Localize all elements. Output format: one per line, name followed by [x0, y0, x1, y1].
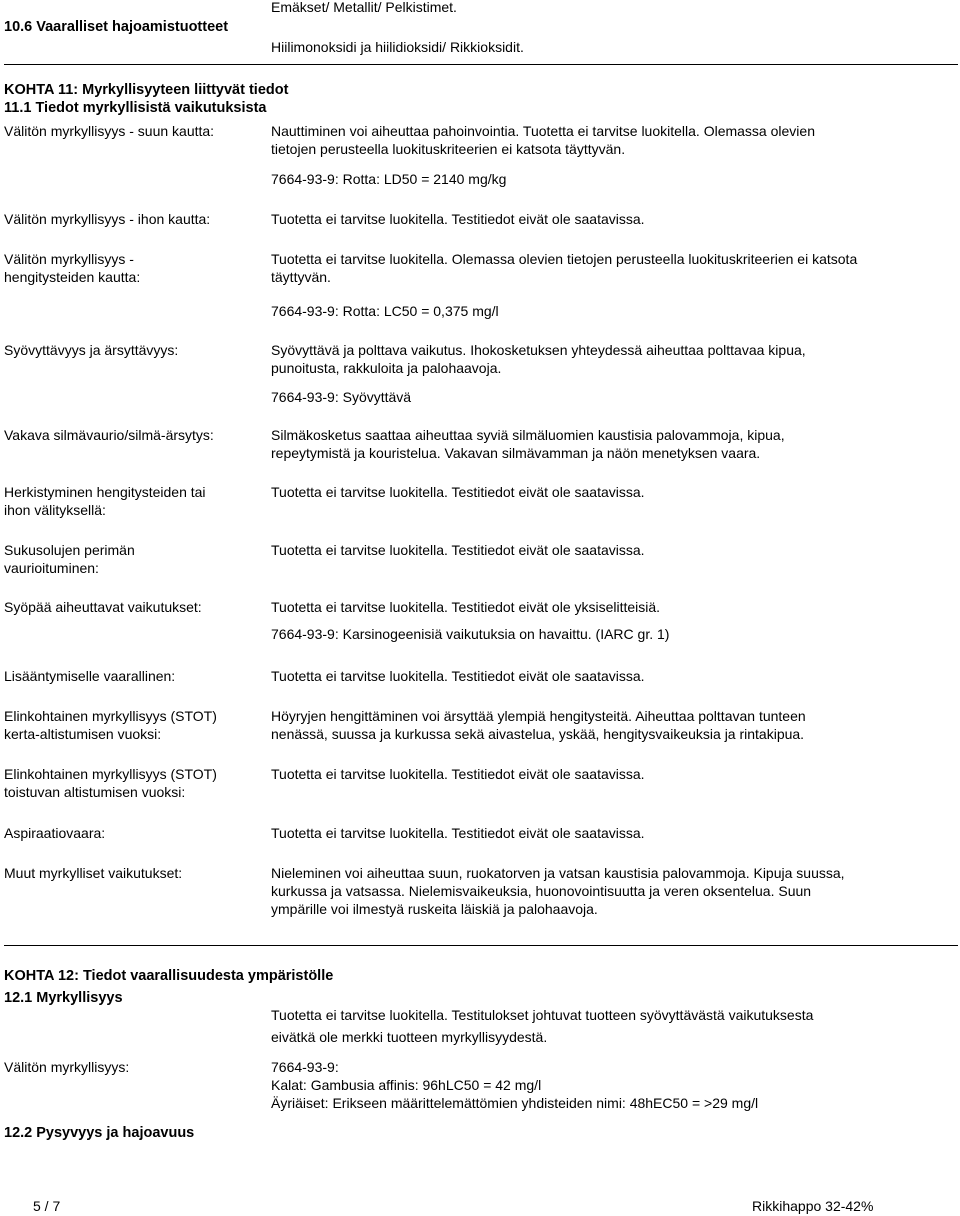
value-line: Syövyttävä ja polttava vaikutus. Ihokosketuksen yhteydessä aiheuttaa polttavaa kipua, [271, 342, 806, 358]
label-line: Herkistyminen hengitysteiden tai [4, 484, 206, 500]
section-10-6-label: 10.6 Vaaralliset hajoamistuotteet [4, 19, 229, 35]
section-divider [4, 945, 958, 946]
ecotoxicity-intro [271, 1006, 957, 1046]
reproductive-value: Tuotetta ei tarvitse luokitella. Testitiedot eivät ole saatavissa. [271, 668, 645, 684]
eye-damage-label: Vakava silmävaurio/silmä-ärsytys: [4, 427, 214, 443]
value-line: tietojen perusteella luokituskriteerien ei katsota täyttyvän. [271, 141, 626, 157]
carcinogenicity-label: Syöpää aiheuttavat vaikutukset: [4, 599, 202, 615]
eye-damage-value [271, 426, 957, 462]
section-12-title: KOHTA 12: Tiedot vaarallisuudesta ympäristölle [4, 968, 334, 984]
section-divider [4, 64, 958, 65]
value-line: 7664-93-9: [271, 1059, 339, 1075]
corrosion-value [271, 341, 957, 377]
sensitization-label [4, 483, 266, 519]
value-line: punoitusta, rakkuloita ja palohaavoja. [271, 360, 502, 376]
value-line: kurkussa ja vatsassa. Nielemisvaikeuksia, huonovointisuutta ja veren oksentelua. Suun [271, 883, 812, 899]
label-line: toistuvan altistumisen vuoksi: [4, 784, 186, 800]
carcinogenicity-data: 7664-93-9: Karsinogeenisiä vaikutuksia on havaittu. (IARC gr. 1) [271, 626, 670, 642]
stot-single-label [4, 707, 266, 743]
inhalation-toxicity-label [4, 250, 266, 286]
label-line: ihon välityksellä: [4, 502, 106, 518]
aspiration-value: Tuotetta ei tarvitse luokitella. Testitiedot eivät ole saatavissa. [271, 825, 645, 841]
value-line: Tuotetta ei tarvitse luokitella. Testitulokset johtuvat tuotteen syövyttävästä vaikutuksesta [271, 1007, 814, 1023]
value-line: Kalat: Gambusia affinis: 96hLC50 = 42 mg/l [271, 1077, 542, 1093]
label-line: vaurioituminen: [4, 560, 99, 576]
mutagenicity-label [4, 541, 266, 577]
value-line: Höyryjen hengittäminen voi ärsyttää ylempiä hengitysteitä. Aiheuttaa polttavan tunteen [271, 708, 806, 724]
mutagenicity-value: Tuotetta ei tarvitse luokitella. Testitiedot eivät ole saatavissa. [271, 542, 645, 558]
value-line: ympärille voi ilmestyä ruskeita läiskiä ja palohaavoja. [271, 901, 598, 917]
section-12-1-subtitle: 12.1 Myrkyllisyys [4, 990, 123, 1006]
label-line: Sukusolujen perimän [4, 542, 135, 558]
value-line: Nieleminen voi aiheuttaa suun, ruokatorven ja vatsan kaustisia palovammoja. Kipuja suussa, [271, 865, 845, 881]
value-line: Silmäkosketus saattaa aiheuttaa syviä silmäluomien kaustisia palovammoja, kipua, [271, 427, 785, 443]
dermal-toxicity-label: Välitön myrkyllisyys - ihon kautta: [4, 211, 211, 227]
reproductive-label: Lisääntymiselle vaarallinen: [4, 668, 176, 684]
value-line: Nauttiminen voi aiheuttaa pahoinvointia. Tuotetta ei tarvitse luokitella. Olemassa olevien [271, 123, 815, 139]
value-line: repeytymistä ja kouristelua. Vakavan silmävamman ja näön menetyksen vaara. [271, 445, 761, 461]
oral-toxicity-label: Välitön myrkyllisyys - suun kautta: [4, 123, 215, 139]
section-11-title: KOHTA 11: Myrkyllisyyteen liittyvät tiedot [4, 82, 289, 98]
stot-repeated-label [4, 765, 266, 801]
label-line: kerta-altistumisen vuoksi: [4, 726, 162, 742]
corrosion-label: Syövyttävyys ja ärsyttävyys: [4, 342, 179, 358]
value-line: nenässä, suussa ja kurkussa sekä aivastelua, yskää, hengitysvaikeuksia ja rintakipua. [271, 726, 805, 742]
oral-toxicity-value [271, 122, 957, 158]
aspiration-label: Aspiraatiovaara: [4, 825, 106, 841]
value-line: eivätkä ole merkki tuotteen myrkyllisyydestä. [271, 1029, 548, 1045]
dermal-toxicity-value: Tuotetta ei tarvitse luokitella. Testitiedot eivät ole saatavissa. [271, 211, 645, 227]
value-line: Tuotetta ei tarvitse luokitella. Olemassa olevien tietojen perusteella luokituskriteerien ei katsota [271, 251, 858, 267]
inhalation-toxicity-value [271, 250, 957, 286]
other-effects-label: Muut myrkylliset vaikutukset: [4, 865, 183, 881]
section-10-6-value [271, 0, 524, 56]
corrosion-data: 7664-93-9: Syövyttävä [271, 389, 412, 405]
value-line: Emäkset/ Metallit/ Pelkistimet. [271, 0, 457, 15]
oral-toxicity-data: 7664-93-9: Rotta: LD50 = 2140 mg/kg [271, 171, 507, 187]
acute-ecotoxicity-label: Välitön myrkyllisyys: [4, 1059, 130, 1075]
stot-single-value [271, 707, 957, 743]
other-effects-value [271, 864, 957, 918]
label-line: Välitön myrkyllisyys - [4, 251, 134, 267]
carcinogenicity-value: Tuotetta ei tarvitse luokitella. Testitiedot eivät ole yksiselitteisiä. [271, 599, 661, 615]
section-12-2-subtitle: 12.2 Pysyvyys ja hajoavuus [4, 1125, 195, 1141]
label-line: hengitysteiden kautta: [4, 269, 141, 285]
inhalation-toxicity-data: 7664-93-9: Rotta: LC50 = 0,375 mg/l [271, 303, 499, 319]
product-name: Rikkihappo 32-42% [752, 1198, 874, 1214]
label-line: Elinkohtainen myrkyllisyys (STOT) [4, 708, 217, 724]
value-line: Äyriäiset: Erikseen määrittelemättömien yhdisteiden nimi: 48hEC50 = >29 mg/l [271, 1095, 759, 1111]
acute-ecotoxicity-value [271, 1058, 957, 1112]
section-11-1-subtitle: 11.1 Tiedot myrkyllisistä vaikutuksista [4, 100, 267, 116]
stot-repeated-value: Tuotetta ei tarvitse luokitella. Testitiedot eivät ole saatavissa. [271, 766, 645, 782]
sensitization-value: Tuotetta ei tarvitse luokitella. Testitiedot eivät ole saatavissa. [271, 484, 645, 500]
page-number: 5 / 7 [33, 1198, 61, 1214]
value-line: Hiilimonoksidi ja hiilidioksidi/ Rikkioksidit. [271, 39, 524, 55]
label-line: Elinkohtainen myrkyllisyys (STOT) [4, 766, 217, 782]
value-line: täyttyvän. [271, 269, 331, 285]
